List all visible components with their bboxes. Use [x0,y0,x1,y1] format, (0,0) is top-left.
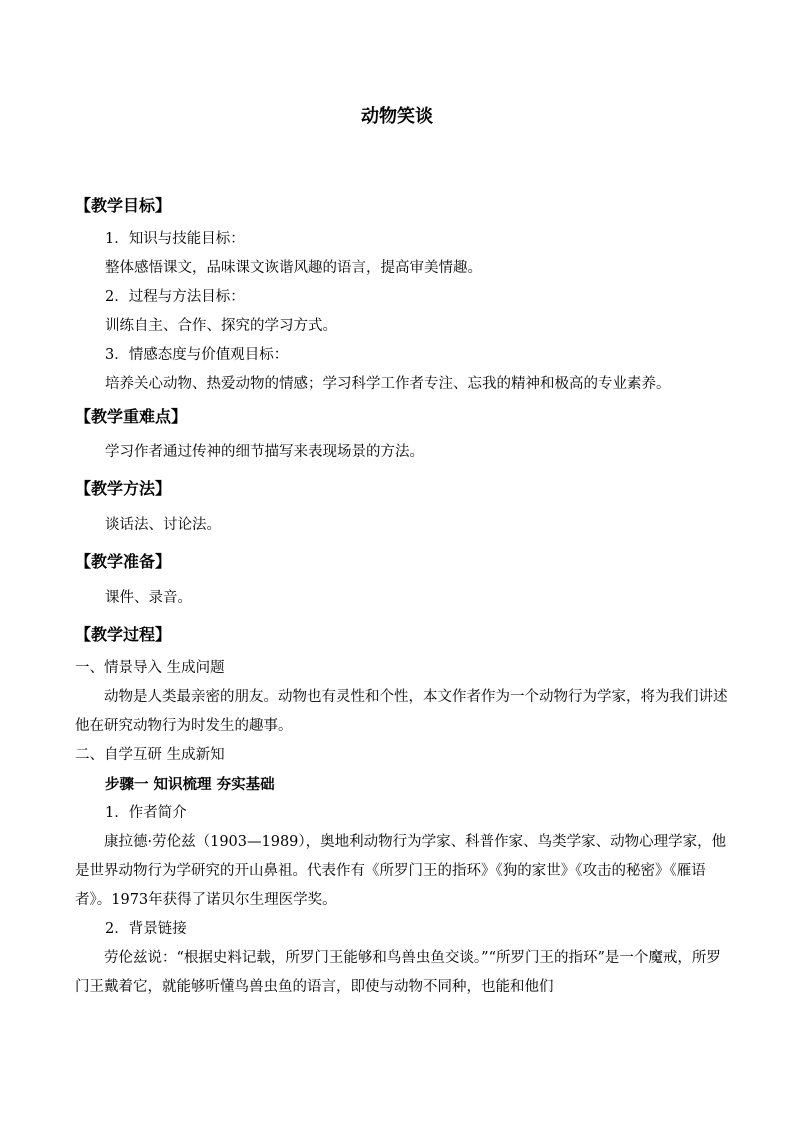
document-body [75,188,735,1002]
section-1-title: 一、情景导入 生成问题 [75,660,225,676]
item-2-text: 劳伦兹说：“根据史料记载，所罗门王能够和鸟兽虫鱼交谈。”“所罗门王的指环”是一个魔戒，所罗门王戴着它，就能够听懂鸟兽虫鱼的语言，即使与动物不同种，也能和他们 [75,950,721,995]
goal-2-text: 训练自主、合作、探究的学习方式。 [105,318,337,334]
goal-3-label: 3．情感态度与价值观目标： [105,347,289,363]
methods-text: 谈话法、讨论法。 [105,517,221,533]
page-title: 动物笑谈 [361,106,433,127]
goal-2-label: 2．过程与方法目标： [105,289,245,305]
preparation-text: 课件、录音。 [105,590,192,606]
heading-teaching-process: 【教学过程】 [75,625,172,644]
goal-1-label: 1．知识与技能目标： [105,231,245,247]
key-points-text: 学习作者通过传神的细节描写来表现场景的方法。 [105,444,424,460]
item-1-label: 1．作者简介 [105,805,187,821]
goal-1-text: 整体感悟课文，品味课文诙谐风趣的语言，提高审美情趣。 [105,260,482,276]
item-2-label: 2．背景链接 [105,921,187,937]
heading-key-points: 【教学重难点】 [75,407,188,426]
item-1-text: 康拉德·劳伦兹（1903—1989），奥地利动物行为学家、科普作家、鸟类学家、动物心理学家，他是世界动物行为学研究的开山鼻祖。代表作有《所罗门王的指环》《狗的家世》《攻击的秘密》《雁语者》。1973年获得了诺贝尔生理医学奖。 [75,834,727,908]
heading-preparation: 【教学准备】 [75,552,172,571]
section-1-text: 动物是人类最亲密的朋友。动物也有灵性和个性，本文作者作为一个动物行为学家，将为我们讲述他在研究动物行为时发生的趣事。 [75,689,728,734]
goal-3-text: 培养关心动物、热爱动物的情感；学习科学工作者专注、忘我的精神和极高的专业素养。 [105,376,671,392]
heading-teaching-goals: 【教学目标】 [75,196,172,215]
heading-teaching-methods: 【教学方法】 [75,479,172,498]
section-2-title: 二、自学互研 生成新知 [75,747,225,763]
step-1-title: 步骤一 知识梳理 夯实基础 [105,776,275,793]
